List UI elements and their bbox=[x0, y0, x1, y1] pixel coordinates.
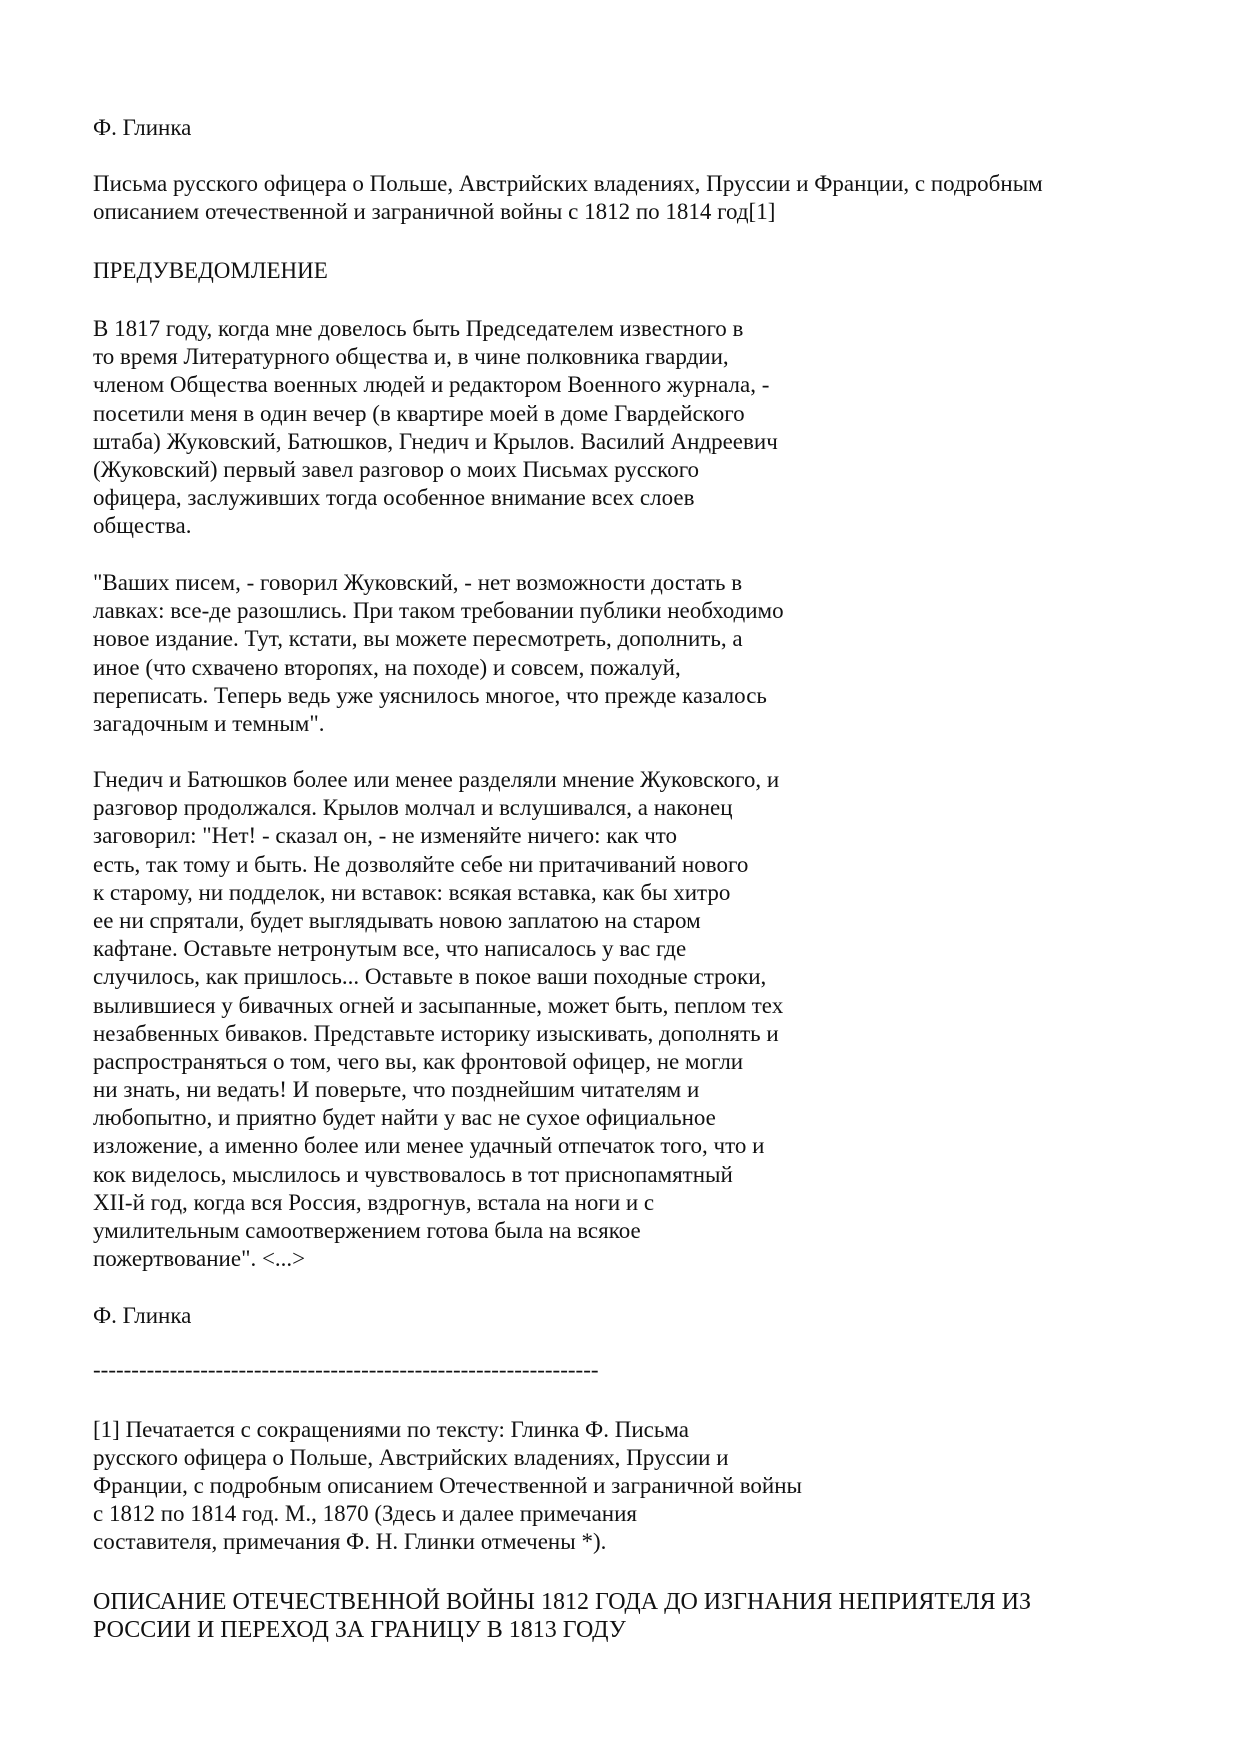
paragraph-line: штаба) Жуковский, Батюшков, Гнедич и Крылов. Василий Андреевич bbox=[93, 428, 778, 454]
paragraph-line: любопытно, и приятно будет найти у вас не сухое официальное bbox=[93, 1105, 716, 1131]
final-heading bbox=[93, 1588, 1031, 1644]
title-line: Письма русского офицера о Польше, Австрийских владениях, Пруссии и Франции, с подробным bbox=[93, 171, 1043, 196]
paragraph-line: переписать. Теперь ведь уже уяснилось многое, что прежде казалось bbox=[93, 682, 767, 708]
paragraph-line: распространяться о том, чего вы, как фронтовой офицер, не могли bbox=[93, 1048, 744, 1074]
footnote-line: Франции, с подробным описанием Отечественной и заграничной войны bbox=[93, 1473, 802, 1498]
paragraph-line: вылившиеся у бивачных огней и засыпанные, может быть, пеплом тех bbox=[93, 992, 784, 1018]
paragraph-line: умилительным самоотвержением готова была на всякое bbox=[93, 1218, 641, 1243]
paragraph-3 bbox=[93, 766, 783, 1273]
author-bottom bbox=[93, 1302, 191, 1330]
paragraph-line: изложение, а именно более или менее удачный отпечаток того, что и bbox=[93, 1133, 765, 1159]
footnote-line: [1] Печатается с сокращениями по тексту: Глинка Ф. Письма bbox=[93, 1417, 689, 1442]
paragraph-line: то время Литературного общества и, в чине полковника гвардии, bbox=[93, 344, 729, 370]
paragraph-2 bbox=[93, 569, 784, 738]
final-heading-line: РОССИИ И ПЕРЕХОД ЗА ГРАНИЦУ В 1813 ГОДУ bbox=[93, 1617, 626, 1644]
paragraph-line: пожертвование". <...> bbox=[93, 1246, 306, 1272]
paragraph-line: "Ваших писем, - говорил Жуковский, - нет возможности достать в bbox=[93, 570, 743, 595]
author-top-text: Ф. Глинка bbox=[93, 115, 192, 140]
paragraph-line: иное (что схвачено второпях, на походе) и совсем, пожалуй, bbox=[93, 654, 681, 680]
paragraph-line: XII-й год, когда вся Россия, вздрогнув, встала на ноги и с bbox=[93, 1189, 655, 1215]
separator-line: ------------------------------------------------------------------ bbox=[93, 1357, 599, 1382]
paragraph-line: новое издание. Тут, кстати, вы можете пересмотреть, дополнить, а bbox=[93, 626, 743, 652]
footnote bbox=[93, 1416, 802, 1556]
paragraph-line: (Жуковский) первый завел разговор о моих Письмах русского bbox=[93, 456, 700, 482]
paragraph-line: есть, так тому и быть. Не дозволяйте себе ни притачиваний нового bbox=[93, 851, 749, 877]
paragraph-line: лавках: все-де разошлись. При таком требовании публики необходимо bbox=[93, 598, 784, 624]
title-line: описанием отечественной и заграничной войны с 1812 по 1814 год[1] bbox=[93, 199, 776, 225]
paragraph-line: к старому, ни подделок, ни вставок: всякая вставка, как бы хитро bbox=[93, 879, 731, 905]
paragraph-line: разговор продолжался. Крылов молчал и вслушивался, а наконец bbox=[93, 795, 733, 821]
paragraph-line: случилось, как пришлось... Оставьте в покое ваши походные строки, bbox=[93, 964, 767, 990]
document-title bbox=[93, 170, 1043, 226]
paragraph-1 bbox=[93, 315, 778, 541]
footnote-line: составителя, примечания Ф. Н. Глинки отмечены *). bbox=[93, 1529, 607, 1554]
footnote-separator bbox=[93, 1356, 599, 1384]
paragraph-line: посетили меня в один вечер (в квартире моей в доме Гвардейского bbox=[93, 400, 745, 426]
final-heading-line: ОПИСАНИЕ ОТЕЧЕСТВЕННОЙ ВОЙНЫ 1812 ГОДА ДО ИЗГНАНИЯ НЕПРИЯТЕЛЯ ИЗ bbox=[93, 1589, 1032, 1615]
paragraph-line: заговорил: "Нет! - сказал он, - не изменяйте ничего: как что bbox=[93, 823, 678, 849]
footnote-line: русского офицера о Польше, Австрийских владениях, Пруссии и bbox=[93, 1445, 729, 1470]
paragraph-line: незабвенных биваков. Представьте историку изыскивать, дополнять и bbox=[93, 1020, 779, 1046]
paragraph-line: ее ни спрятали, будет выглядывать новою заплатою на старом bbox=[93, 907, 701, 933]
paragraph-line: офицера, заслуживших тогда особенное внимание всех слоев bbox=[93, 485, 695, 511]
paragraph-line: ни знать, ни ведать! И поверьте, что позднейшим читателям и bbox=[93, 1077, 700, 1103]
author-top bbox=[93, 114, 191, 142]
paragraph-line: загадочным и темным". bbox=[93, 710, 325, 736]
paragraph-line: Гнедич и Батюшков более или менее разделяли мнение Жуковского, и bbox=[93, 767, 780, 792]
author-bottom-text: Ф. Глинка bbox=[93, 1303, 192, 1328]
paragraph-line: членом Общества военных людей и редактором Военного журнала, - bbox=[93, 372, 770, 398]
paragraph-line: кафтане. Оставьте нетронутым все, что написалось у вас где bbox=[93, 936, 687, 962]
footnote-line: с 1812 по 1814 год. М., 1870 (Здесь и далее примечания bbox=[93, 1501, 638, 1526]
paragraph-line: В 1817 году, когда мне довелось быть Председателем известного в bbox=[93, 316, 744, 341]
paragraph-line: кок виделось, мыслилось и чувствовалось в тот приснопамятный bbox=[93, 1161, 733, 1187]
section-heading-text: ПРЕДУВЕДОМЛЕНИЕ bbox=[93, 258, 328, 283]
section-heading bbox=[93, 257, 328, 285]
paragraph-line: общества. bbox=[93, 513, 192, 539]
